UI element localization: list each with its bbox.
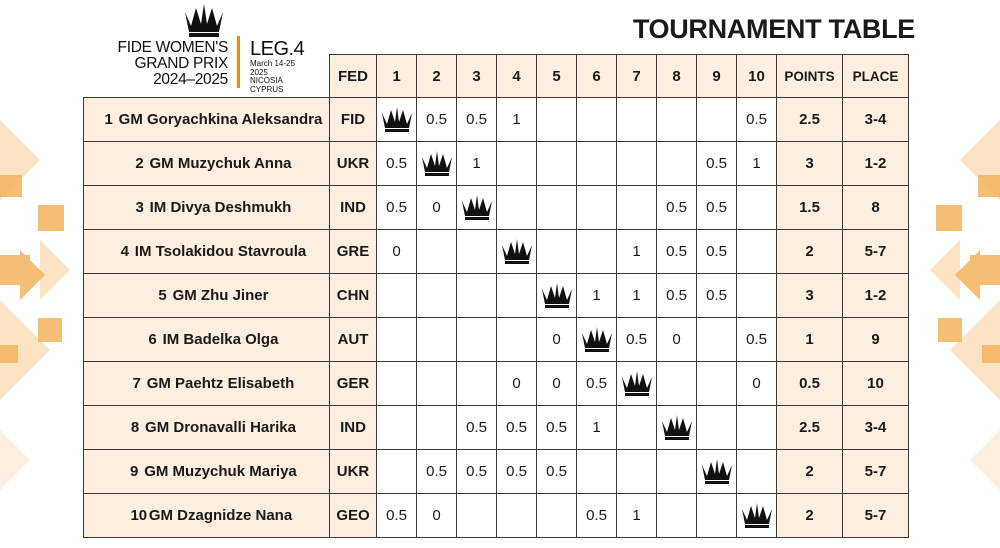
table-row	[84, 186, 909, 230]
result-cell: 0.5	[537, 406, 577, 450]
result-cell: 1	[577, 274, 617, 318]
player-number: 3	[135, 199, 144, 216]
result-cell: 0.5	[577, 362, 617, 406]
result-cell	[657, 362, 697, 406]
round-column-header: 4	[497, 55, 537, 98]
result-cell: 0	[417, 494, 457, 538]
place-column-header: PLACE	[843, 55, 909, 98]
logo-line: GRAND PRIX	[134, 55, 228, 72]
player-fed: CHN	[330, 274, 377, 318]
result-cell	[737, 274, 777, 318]
self-cell	[697, 450, 737, 494]
round-column-header: 7	[617, 55, 657, 98]
result-cell: 1	[497, 98, 537, 142]
result-cell	[697, 362, 737, 406]
result-cell	[577, 450, 617, 494]
player-number: 4	[120, 243, 129, 260]
result-cell	[537, 142, 577, 186]
player-place: 5-7	[843, 494, 909, 538]
player-number: 8	[130, 419, 140, 436]
result-cell	[537, 230, 577, 274]
result-cell	[537, 186, 577, 230]
result-cell: 0.5	[697, 274, 737, 318]
player-place: 5-7	[843, 230, 909, 274]
table-body	[84, 98, 909, 538]
player-name-cell	[84, 450, 330, 494]
result-cell	[697, 406, 737, 450]
result-cell: 0.5	[417, 450, 457, 494]
result-cell	[697, 494, 737, 538]
result-cell	[577, 98, 617, 142]
result-cell	[377, 362, 417, 406]
player-place: 1-2	[843, 142, 909, 186]
self-cell	[737, 494, 777, 538]
table-row	[84, 230, 909, 274]
player-number: 2	[135, 155, 144, 172]
result-cell: 0.5	[737, 98, 777, 142]
player-fed: GEO	[330, 494, 377, 538]
result-cell	[417, 406, 457, 450]
result-cell: 1	[617, 230, 657, 274]
player-name: GM Dronavalli Harika	[145, 419, 296, 436]
player-place: 3-4	[843, 406, 909, 450]
table-row	[84, 98, 909, 142]
result-cell	[697, 318, 737, 362]
player-name-cell	[84, 186, 330, 230]
result-cell	[457, 362, 497, 406]
leg-city: NICOSIA	[250, 76, 283, 85]
player-number: 9	[130, 463, 139, 480]
fed-column-header: FED	[330, 55, 377, 98]
leg-date: March 14-25	[250, 59, 295, 68]
player-name: IM Divya Deshmukh	[149, 199, 292, 216]
result-cell	[737, 450, 777, 494]
player-name: GM Goryachkina Aleksandra	[118, 111, 323, 128]
crown-icon	[701, 459, 733, 485]
result-cell	[457, 494, 497, 538]
result-cell: 0.5	[417, 98, 457, 142]
player-place: 5-7	[843, 450, 909, 494]
result-cell	[657, 494, 697, 538]
result-cell	[617, 98, 657, 142]
player-points: 3	[777, 142, 843, 186]
player-name-cell	[84, 318, 330, 362]
result-cell	[417, 362, 457, 406]
result-cell	[577, 142, 617, 186]
round-column-header: 3	[457, 55, 497, 98]
round-column-header: 1	[377, 55, 417, 98]
player-place: 1-2	[843, 274, 909, 318]
result-cell	[617, 450, 657, 494]
player-points: 1	[777, 318, 843, 362]
player-points: 2	[777, 450, 843, 494]
crown-icon	[541, 283, 573, 309]
result-cell: 0	[737, 362, 777, 406]
table-row	[84, 406, 909, 450]
result-cell	[537, 494, 577, 538]
result-cell	[497, 494, 537, 538]
result-cell: 0.5	[497, 406, 537, 450]
result-cell: 0.5	[457, 406, 497, 450]
round-column-header: 8	[657, 55, 697, 98]
player-name-cell	[84, 98, 330, 142]
player-name-cell	[84, 362, 330, 406]
result-cell	[737, 230, 777, 274]
crown-icon	[501, 239, 533, 265]
result-cell	[657, 450, 697, 494]
player-fed: GRE	[330, 230, 377, 274]
player-name: IM Tsolakidou Stavroula	[134, 243, 307, 260]
result-cell: 0	[377, 230, 417, 274]
logo-line: 2024–2025	[153, 71, 228, 88]
result-cell	[497, 142, 537, 186]
leg-label: LEG.4	[250, 38, 305, 60]
player-name: GM Muzychuk Anna	[149, 155, 292, 172]
player-name: GM Paehtz Elisabeth	[146, 375, 295, 392]
crown-icon	[621, 371, 653, 397]
leg-year: 2025	[250, 67, 268, 77]
self-cell	[657, 406, 697, 450]
result-cell	[417, 230, 457, 274]
round-column-header: 6	[577, 55, 617, 98]
logo-line: FIDE WOMEN'S	[117, 39, 228, 56]
result-cell	[417, 274, 457, 318]
player-points: 3	[777, 274, 843, 318]
leg-country: CYPRUS	[250, 84, 284, 94]
result-cell: 0	[657, 318, 697, 362]
result-cell	[377, 274, 417, 318]
result-cell: 0.5	[577, 494, 617, 538]
self-cell	[417, 142, 457, 186]
table-row	[84, 362, 909, 406]
player-fed: UKR	[330, 142, 377, 186]
result-cell: 0.5	[497, 450, 537, 494]
self-cell	[577, 318, 617, 362]
result-cell	[497, 318, 537, 362]
crown-icon	[741, 503, 773, 529]
player-fed: UKR	[330, 450, 377, 494]
result-cell: 0.5	[697, 230, 737, 274]
player-fed: IND	[330, 406, 377, 450]
result-cell	[737, 186, 777, 230]
player-number: 5	[158, 287, 167, 304]
player-points: 2.5	[777, 406, 843, 450]
result-cell	[657, 142, 697, 186]
player-name-cell	[84, 274, 330, 318]
result-cell	[657, 98, 697, 142]
result-cell: 1	[577, 406, 617, 450]
self-cell	[497, 230, 537, 274]
table-row	[84, 450, 909, 494]
player-fed: IND	[330, 186, 377, 230]
result-cell: 1	[617, 274, 657, 318]
player-place: 10	[843, 362, 909, 406]
table-row	[84, 494, 909, 538]
player-points: 2.5	[777, 98, 843, 142]
player-place: 8	[843, 186, 909, 230]
points-column-header: POINTS	[777, 55, 843, 98]
round-column-header: 9	[697, 55, 737, 98]
result-cell	[497, 274, 537, 318]
crown-icon	[421, 151, 453, 177]
player-name: IM Badelka Olga	[162, 331, 279, 348]
result-cell: 0.5	[657, 230, 697, 274]
crown-icon	[661, 415, 693, 441]
player-number: 10	[130, 507, 148, 524]
result-cell: 0.5	[697, 186, 737, 230]
result-cell	[457, 274, 497, 318]
result-cell	[697, 98, 737, 142]
player-name: GM Muzychuk Mariya	[144, 463, 297, 480]
self-cell	[377, 98, 417, 142]
player-name: GM Dzagnidze Nana	[148, 507, 293, 524]
player-name-cell	[84, 142, 330, 186]
round-column-header: 2	[417, 55, 457, 98]
player-points: 2	[777, 494, 843, 538]
result-cell: 0.5	[377, 186, 417, 230]
table-row	[84, 274, 909, 318]
name-column-header	[84, 55, 330, 98]
player-points: 0.5	[777, 362, 843, 406]
crown-icon	[381, 107, 413, 133]
round-column-header: 10	[737, 55, 777, 98]
player-name-cell	[84, 230, 330, 274]
result-cell	[617, 142, 657, 186]
result-cell	[377, 450, 417, 494]
result-cell	[617, 406, 657, 450]
result-cell: 0	[497, 362, 537, 406]
result-cell: 1	[457, 142, 497, 186]
result-cell: 0	[537, 318, 577, 362]
result-cell	[497, 186, 537, 230]
player-fed: FID	[330, 98, 377, 142]
player-name-cell	[84, 494, 330, 538]
crown-icon	[461, 195, 493, 221]
player-number: 7	[132, 375, 141, 392]
result-cell	[457, 318, 497, 362]
result-cell	[377, 318, 417, 362]
player-points: 2	[777, 230, 843, 274]
result-cell	[377, 406, 417, 450]
player-fed: AUT	[330, 318, 377, 362]
result-cell: 0.5	[377, 494, 417, 538]
result-cell: 0.5	[657, 274, 697, 318]
player-name-cell	[84, 406, 330, 450]
result-cell: 0	[417, 186, 457, 230]
self-cell	[537, 274, 577, 318]
result-cell	[457, 230, 497, 274]
player-place: 3-4	[843, 98, 909, 142]
player-points: 1.5	[777, 186, 843, 230]
result-cell: 1	[617, 494, 657, 538]
result-cell: 0.5	[737, 318, 777, 362]
result-cell	[577, 186, 617, 230]
result-cell	[737, 406, 777, 450]
player-fed: GER	[330, 362, 377, 406]
crown-icon	[581, 327, 613, 353]
page-title: TOURNAMENT TABLE	[632, 14, 915, 44]
result-cell: 1	[737, 142, 777, 186]
round-column-header: 5	[537, 55, 577, 98]
result-cell	[577, 230, 617, 274]
player-number: 1	[104, 111, 113, 128]
player-number: 6	[148, 331, 157, 348]
result-cell: 0.5	[697, 142, 737, 186]
self-cell	[457, 186, 497, 230]
result-cell: 0.5	[457, 98, 497, 142]
table-header-row	[84, 55, 909, 98]
result-cell: 0.5	[657, 186, 697, 230]
result-cell: 0.5	[377, 142, 417, 186]
tournament-table	[83, 54, 909, 538]
result-cell	[617, 186, 657, 230]
table-row	[84, 142, 909, 186]
player-place: 9	[843, 318, 909, 362]
self-cell	[617, 362, 657, 406]
table-row	[84, 318, 909, 362]
result-cell	[417, 318, 457, 362]
result-cell: 0.5	[617, 318, 657, 362]
result-cell: 0.5	[457, 450, 497, 494]
result-cell: 0	[537, 362, 577, 406]
player-name: GM Zhu Jiner	[172, 287, 269, 304]
result-cell: 0.5	[537, 450, 577, 494]
crown-logo-icon	[183, 4, 225, 38]
result-cell	[537, 98, 577, 142]
